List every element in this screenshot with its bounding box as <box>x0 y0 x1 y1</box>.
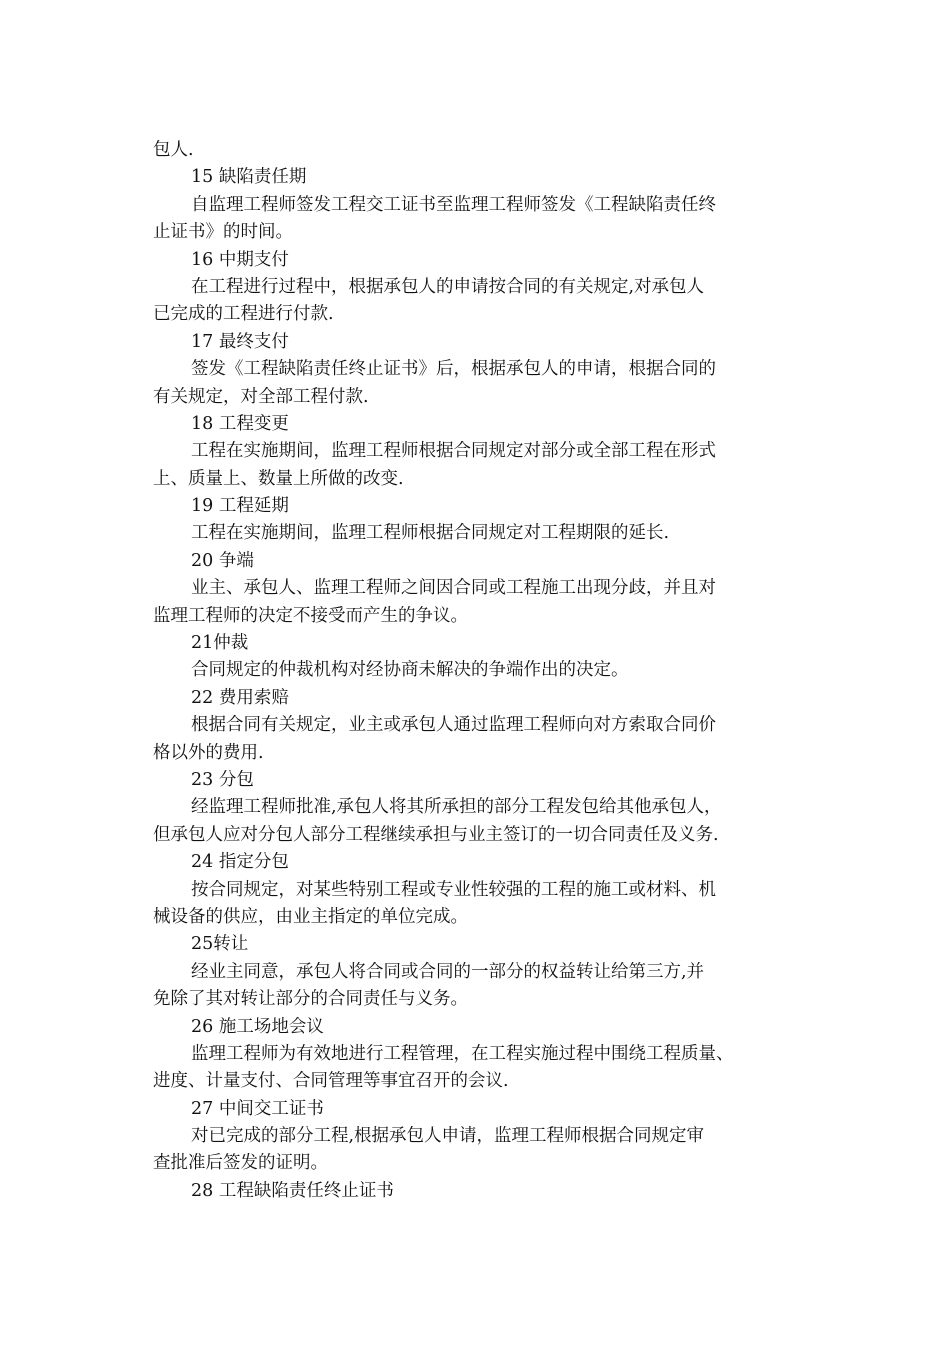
entry-text-line: 械设备的供应，由业主指定的单位完成。 <box>153 906 468 927</box>
entry-text-line: 对已完成的部分工程,根据承包人申请，监理工程师根据合同规定审 <box>191 1126 705 1147</box>
entry-heading: 17 最终支付 <box>191 331 289 352</box>
entry-heading: 27 中间交工证书 <box>191 1098 324 1119</box>
entry-heading: 20 争端 <box>191 550 254 571</box>
entry-19 <box>153 493 813 548</box>
entry-text-line: 经监理工程师批准,承包人将其所承担的部分工程发包给其他承包人， <box>191 797 722 818</box>
entry-27 <box>153 1096 813 1178</box>
entry-17 <box>153 329 813 411</box>
entry-text-line: 业主、承包人、监理工程师之间因合同或工程施工出现分歧，并且对 <box>191 578 716 599</box>
entry-text-line: 有关规定，对全部工程付款. <box>153 386 369 407</box>
entry-18 <box>153 411 813 493</box>
entry-text-line: 已完成的工程进行付款. <box>153 304 334 325</box>
entry-28 <box>153 1178 813 1205</box>
entry-text-line: 格以外的费用. <box>153 742 264 763</box>
continuation-line: 包人. <box>153 140 194 160</box>
entry-text-line: 上、质量上、数量上所做的改变. <box>153 468 404 489</box>
entry-text-line: 经业主同意，承包人将合同或合同的一部分的权益转让给第三方,并 <box>191 961 705 982</box>
entry-text-line: 合同规定的仲裁机构对经协商未解决的争端作出的决定。 <box>191 660 629 681</box>
entry-heading: 26 施工场地会议 <box>191 1016 324 1037</box>
entry-heading: 22 费用索赔 <box>191 687 289 708</box>
entry-text-line: 监理工程师的决定不接受而产生的争议。 <box>153 605 468 626</box>
entry-text-line: 免除了其对转让部分的合同责任与义务。 <box>153 989 468 1010</box>
entry-heading: 16 中期支付 <box>191 249 289 270</box>
entry-text-line: 签发《工程缺陷责任终止证书》后，根据承包人的申请，根据合同的 <box>191 359 716 380</box>
entry-text-line: 工程在实施期间，监理工程师根据合同规定对工程期限的延长. <box>191 523 670 544</box>
entry-text-line: 按合同规定，对某些特别工程或专业性较强的工程的施工或材料、机 <box>191 879 716 900</box>
entry-26 <box>153 1014 813 1096</box>
entry-21 <box>153 630 813 685</box>
entry-20 <box>153 548 813 630</box>
entry-heading: 19 工程延期 <box>191 496 289 517</box>
entry-heading: 15 缺陷责任期 <box>191 167 307 188</box>
entry-16 <box>153 247 813 329</box>
document-body <box>153 137 813 1205</box>
entry-text-line: 进度、计量支付、合同管理等事宜召开的会议. <box>153 1071 509 1092</box>
entry-text-line: 监理工程师为有效地进行工程管理，在工程实施过程中围绕工程质量、 <box>191 1043 734 1064</box>
entry-24 <box>153 849 813 931</box>
entry-heading: 28 工程缺陷责任终止证书 <box>191 1180 394 1201</box>
entry-text-line: 自监理工程师签发工程交工证书至监理工程师签发《工程缺陷责任终 <box>191 194 716 215</box>
entry-text-line: 根据合同有关规定，业主或承包人通过监理工程师向对方索取合同价 <box>191 715 716 736</box>
entry-heading: 24 指定分包 <box>191 852 289 873</box>
entry-text-line: 在工程进行过程中，根据承包人的申请按合同的有关规定,对承包人 <box>191 276 705 297</box>
entry-22 <box>153 685 813 767</box>
entry-heading: 25转让 <box>191 934 249 955</box>
entry-15 <box>153 164 813 246</box>
entry-23 <box>153 767 813 849</box>
entry-text-line: 查批准后签发的证明。 <box>153 1153 328 1174</box>
entry-heading: 23 分包 <box>191 769 254 790</box>
entry-25 <box>153 931 813 1013</box>
entry-text-line: 止证书》的时间。 <box>153 222 293 243</box>
entry-text-line: 但承包人应对分包人部分工程继续承担与业主签订的一切合同责任及义务. <box>153 824 719 845</box>
entry-text-line: 工程在实施期间，监理工程师根据合同规定对部分或全部工程在形式 <box>191 441 716 462</box>
entry-heading: 21仲裁 <box>191 633 249 654</box>
entry-heading: 18 工程变更 <box>191 413 289 434</box>
